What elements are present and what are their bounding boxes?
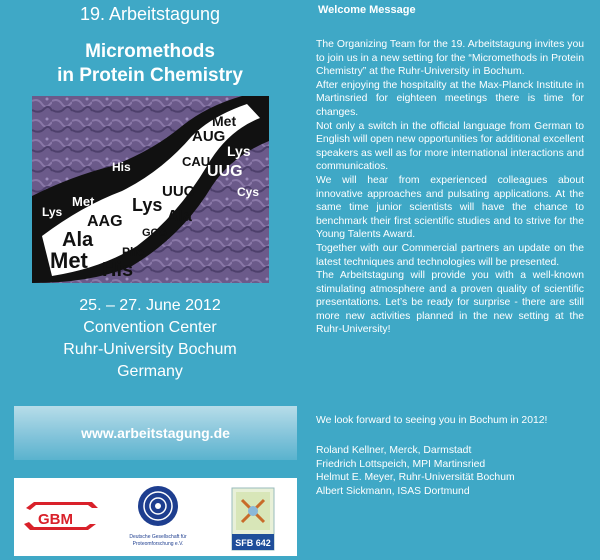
artwork-word: Met — [50, 248, 88, 273]
artwork-word: Lys — [227, 143, 251, 159]
artwork-word: Met — [212, 113, 237, 129]
event-number: 19. Arbeitstagung — [79, 4, 221, 24]
message-paragraph: After enjoying the hospitality at the Max-Planck Institute in Martinsried for eighteen meetings there is time for changes. — [316, 79, 584, 118]
sfb-logo — [232, 488, 274, 550]
welcome-heading: Welcome Message — [318, 4, 416, 16]
artwork-word: Ala — [167, 208, 192, 225]
artwork-word: Phe — [122, 245, 145, 259]
artwork-word: Lys — [132, 195, 163, 215]
artwork-word: GCG — [142, 227, 168, 239]
url-banner — [14, 406, 297, 460]
artwork-word: UUC — [162, 183, 195, 200]
message-paragraph: We will hear from experienced colleagues about innovative approaches and pulsating applications. At the same time junior scientists will have the chance to benchmark their first scientific studies and to strive for the Young Talents Award. — [316, 174, 584, 241]
event-university: Ruhr-University Bochum — [63, 341, 237, 358]
signature-line: Friedrich Lottspeich, MPI Martinsried — [316, 458, 486, 470]
artwork-word: Met — [72, 194, 95, 209]
artwork-word: UUG — [207, 163, 243, 180]
dfg-text-2: Proteomforschung e.V. — [132, 541, 184, 547]
signature-line: Albert Sickmann, ISAS Dortmund — [316, 485, 470, 497]
conference-title — [0, 40, 300, 88]
signatures — [316, 444, 586, 498]
artwork-word: AAG — [87, 213, 123, 230]
sponsor-logo-graphic — [14, 478, 297, 556]
welcome-message — [316, 38, 584, 337]
artwork-word: Cys — [237, 185, 260, 199]
sfb-text: SFB 642 — [235, 538, 271, 548]
title-line-2: in Protein Chemistry — [57, 65, 243, 86]
artwork-word: CAU — [182, 154, 211, 169]
signature-line: Roland Kellner, Merck, Darmstadt — [316, 445, 472, 456]
gbm-logo — [24, 502, 98, 530]
sponsor-logos — [14, 478, 297, 556]
message-paragraph: The Organizing Team for the 19. Arbeitstagung invites you to join us in a new setting for the “Micromethods in Protein Chemistry” at the Ruhr-University in Bochum. — [316, 39, 584, 78]
event-venue: Convention Center — [83, 319, 217, 336]
artwork-word: Lys — [42, 205, 63, 219]
website-link[interactable]: www.arbeitstagung.de — [81, 425, 230, 441]
message-paragraph: Not only a switch in the official language from German to English will open new opportunities for additional excellent speakers as well as for more international interactions and communicatios. — [316, 120, 585, 173]
dfg-logo — [129, 486, 187, 547]
dfg-text-1: Deutsche Gesellschaft für — [129, 534, 187, 540]
artwork-graphic — [32, 96, 269, 283]
gbm-text: GBM — [38, 511, 73, 528]
message-paragraph: Together with our Commercial partners an update on the latest techniques and technologies will be presented. — [316, 242, 584, 268]
artwork-word: His — [112, 160, 131, 174]
artwork-word: His — [102, 259, 134, 281]
event-country: Germany — [117, 363, 183, 380]
artwork-word: Ala — [62, 229, 94, 251]
closing-line: We look forward to seeing you in Bochum in 2012! — [316, 415, 548, 426]
event-date: 25. – 27. June 2012 — [79, 297, 221, 314]
signature-line: Helmut E. Meyer, Ruhr-Universität Bochum — [316, 472, 515, 484]
artwork-word: AUG — [192, 128, 226, 145]
conference-artwork — [32, 96, 269, 283]
message-paragraph: The Arbeitstagung will provide you with a well-known stimulating atmosphere and a proven quality of scientific presentations. Let’s be ready for surprise - there are still more new activities planned in the new setting at the Ruhr-University! — [316, 270, 584, 336]
title-line-1: Micromethods — [85, 41, 215, 62]
event-details — [0, 295, 300, 383]
